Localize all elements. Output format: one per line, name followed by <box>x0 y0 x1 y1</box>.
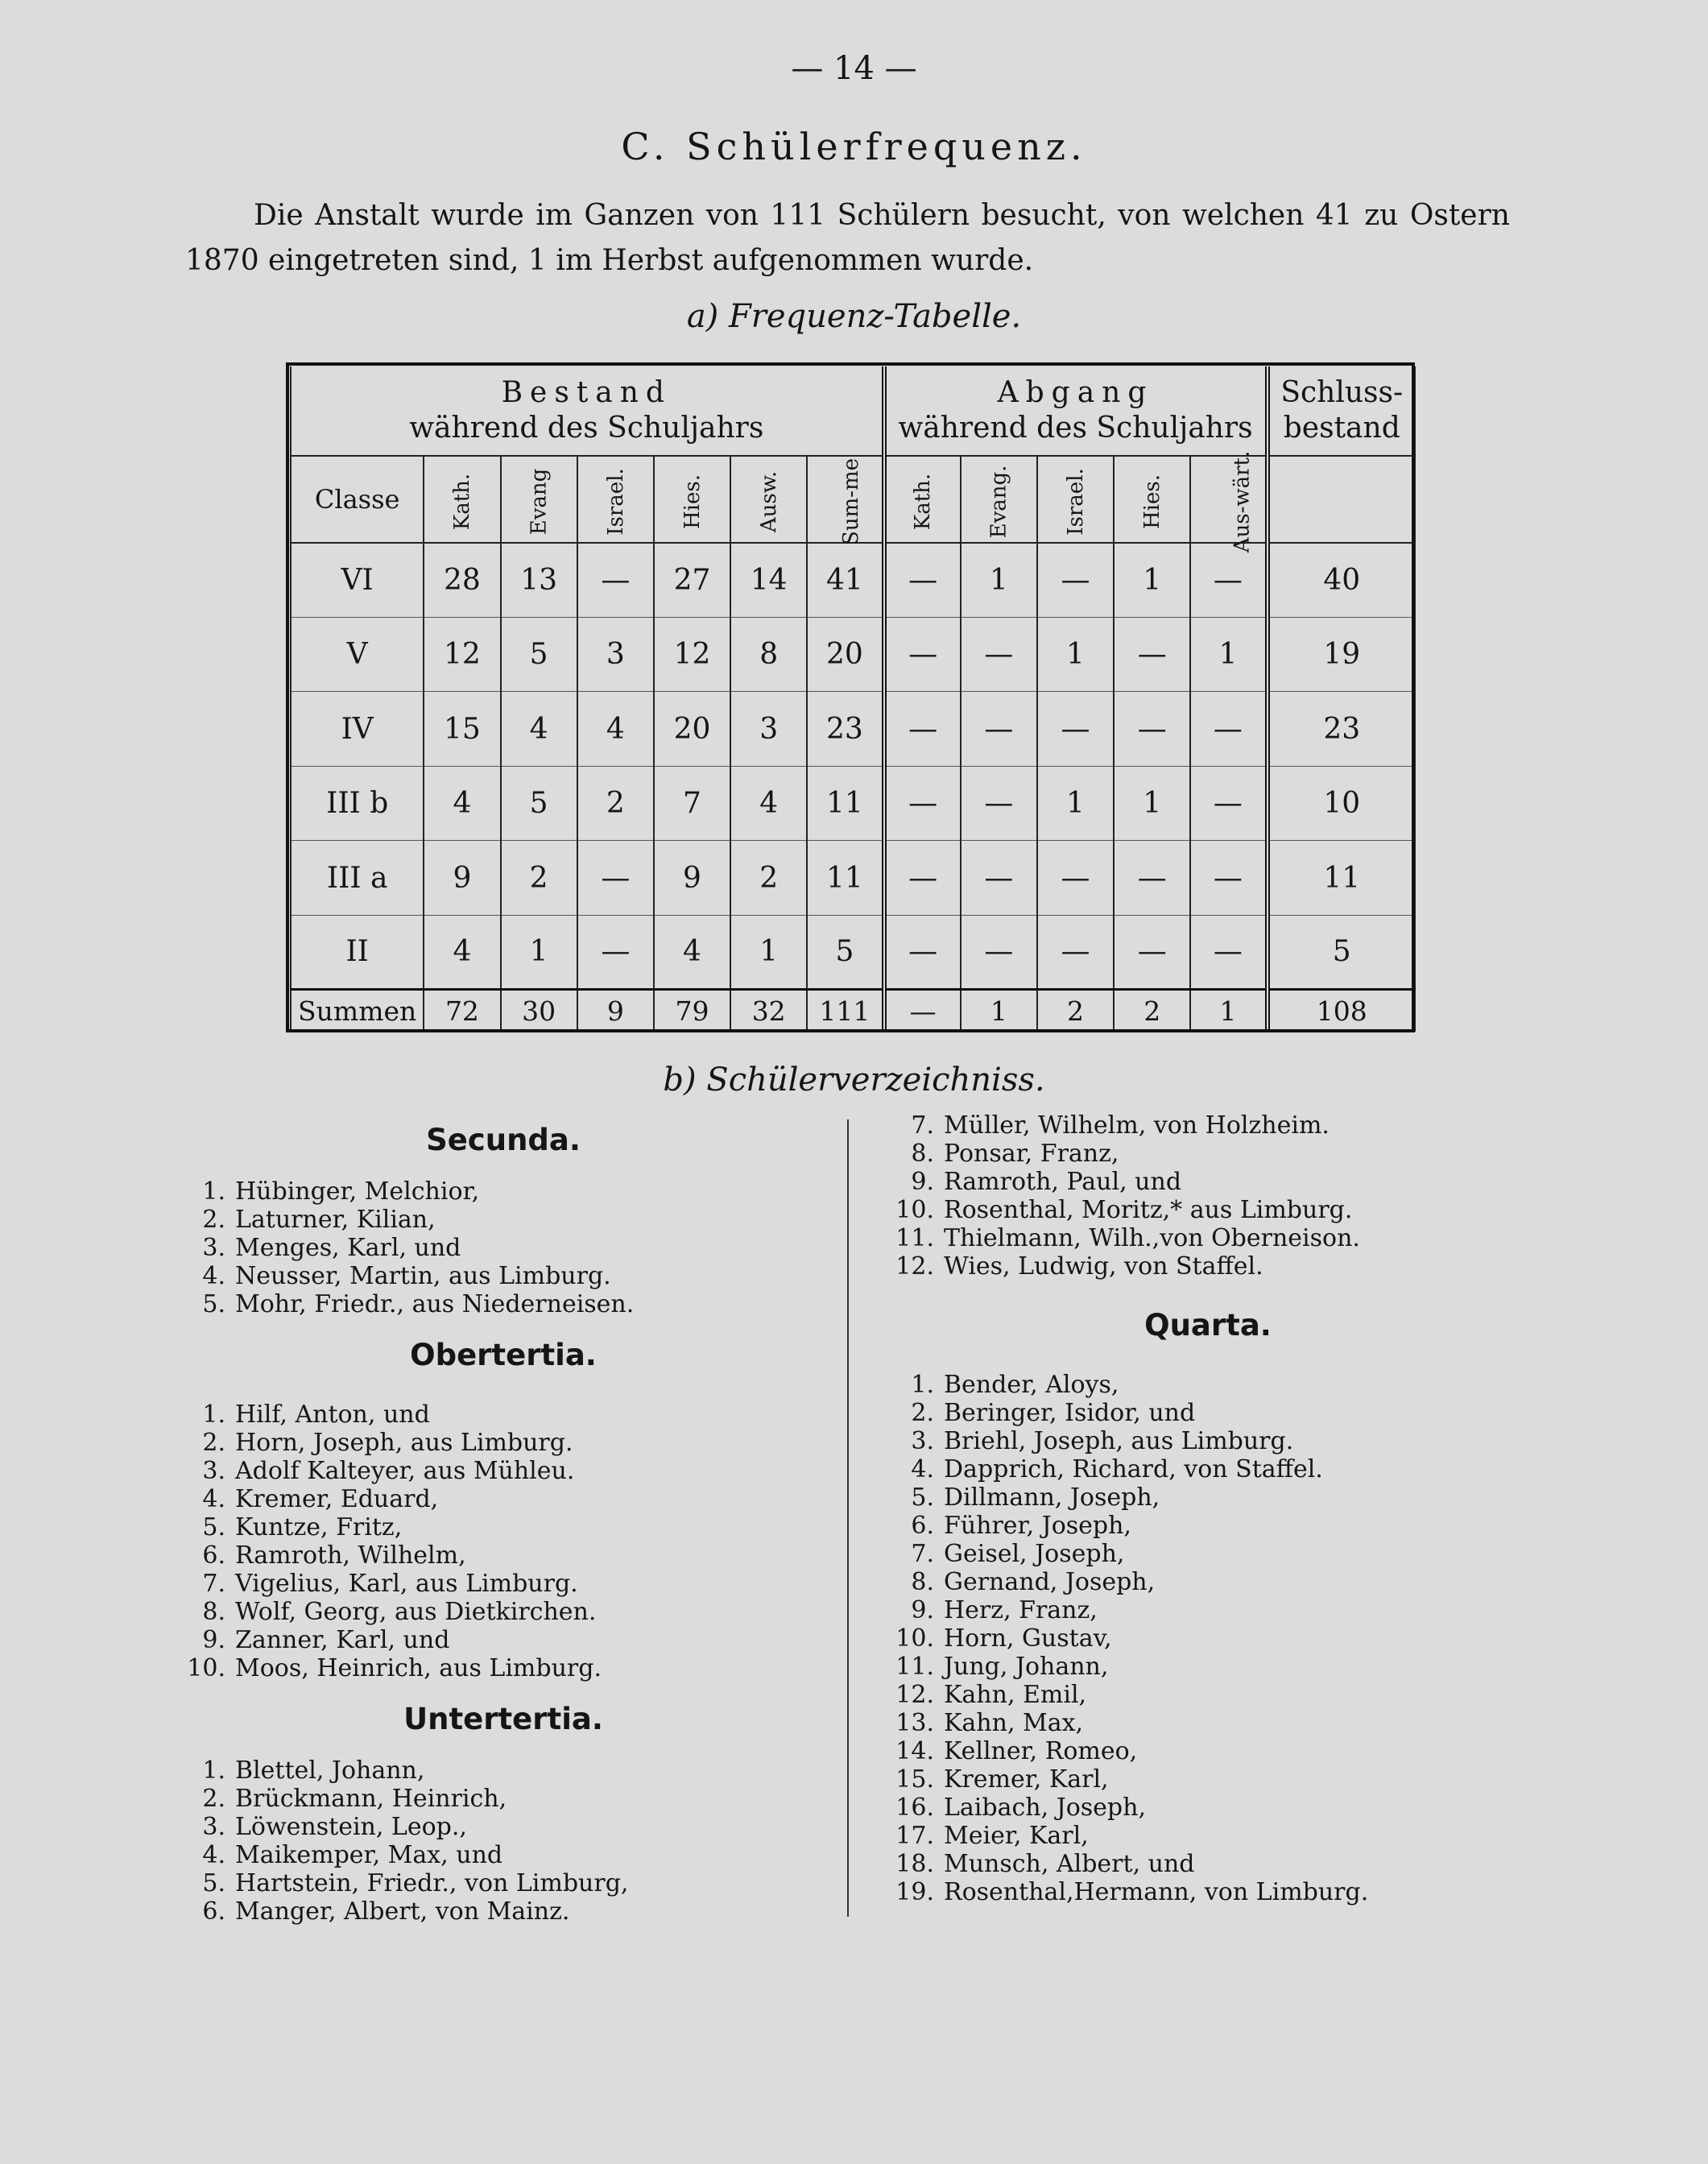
class-name: II <box>291 915 424 989</box>
abgang-title: Abgang <box>997 375 1154 409</box>
col-header-label: Sum-me <box>839 457 864 545</box>
col-header-label: Ausw. <box>756 470 781 532</box>
value-cell: — <box>1190 692 1267 766</box>
col-header-label: Hies. <box>680 474 705 529</box>
col-header-label: Evang <box>527 468 552 536</box>
item-number: 1. <box>202 1177 225 1206</box>
list-item <box>878 1681 1538 1709</box>
class-row <box>291 617 1415 691</box>
value-cell: 4 <box>501 692 577 766</box>
class-row <box>291 915 1415 989</box>
item-number: 4. <box>911 1455 934 1483</box>
item-number: 2. <box>202 1429 225 1457</box>
list-item <box>878 1794 1538 1822</box>
sum-cell: 30 <box>501 990 577 1032</box>
untertertia-cont-list <box>878 1111 1538 1281</box>
item-number: 12. <box>895 1252 934 1281</box>
item-number: 15. <box>895 1765 934 1794</box>
obertertia-title: Obertertia. <box>410 1338 597 1372</box>
bestand-title: Bestand <box>501 375 672 409</box>
value-cell: 11 <box>807 841 883 915</box>
sum-label: Summen <box>291 990 424 1032</box>
value-cell: 8 <box>730 617 807 691</box>
sum-cell: 1 <box>1190 990 1267 1032</box>
list-item <box>169 1570 837 1598</box>
value-cell: 41 <box>807 543 883 617</box>
sum-cell: — <box>884 990 961 1032</box>
value-cell: 1 <box>1037 617 1114 691</box>
item-number: 6. <box>911 1512 934 1540</box>
value-cell: — <box>961 915 1037 989</box>
list-item <box>169 1598 837 1626</box>
value-cell: 4 <box>654 915 730 989</box>
student-name: Kellner, Romeo, <box>944 1737 1138 1765</box>
list-item <box>878 1737 1538 1765</box>
list-item <box>169 1262 837 1290</box>
list-item <box>169 1177 837 1206</box>
col-header-label: Evang. <box>986 465 1011 539</box>
list-item <box>169 1513 837 1541</box>
list-item <box>169 1429 837 1457</box>
value-cell: — <box>1037 841 1114 915</box>
student-name: Rosenthal,Hermann, von Limburg. <box>944 1878 1369 1906</box>
value-cell: 20 <box>807 617 883 691</box>
value-cell: 20 <box>654 692 730 766</box>
value-cell: 23 <box>807 692 883 766</box>
value-cell: 1 <box>1037 766 1114 840</box>
item-number: 3. <box>202 1813 225 1841</box>
list-item <box>169 1869 837 1897</box>
student-name: Rosenthal, Moritz,* aus Limburg. <box>944 1196 1353 1224</box>
item-number: 16. <box>895 1794 934 1822</box>
item-number: 8. <box>202 1598 225 1626</box>
list-item <box>878 1455 1538 1483</box>
list-item <box>878 1168 1538 1196</box>
value-cell: — <box>1114 692 1190 766</box>
student-name: Führer, Joseph, <box>944 1512 1131 1540</box>
list-item <box>878 1196 1538 1224</box>
value-cell: 4 <box>577 692 654 766</box>
student-name: Kremer, Karl, <box>944 1765 1109 1794</box>
class-name: III b <box>291 766 424 840</box>
class-name: IV <box>291 692 424 766</box>
value-cell: 5 <box>501 617 577 691</box>
untertertia-title: Untertertia. <box>403 1702 603 1736</box>
col-header <box>1190 450 1267 553</box>
list-item <box>878 1140 1538 1168</box>
student-name: Hilf, Anton, und <box>235 1401 430 1429</box>
list-item <box>878 1111 1538 1140</box>
item-number: 1. <box>202 1756 225 1785</box>
item-number: 1. <box>202 1401 225 1429</box>
list-item <box>878 1850 1538 1878</box>
col-header <box>730 456 807 544</box>
col-header <box>1037 456 1114 544</box>
class-name: III a <box>291 841 424 915</box>
list-item <box>878 1596 1538 1624</box>
student-name: Kahn, Max, <box>944 1709 1084 1737</box>
item-number: 5. <box>202 1869 225 1897</box>
value-cell: 1 <box>501 915 577 989</box>
value-cell: — <box>1037 692 1114 766</box>
abgang-subtitle: während des Schuljahrs <box>898 411 1253 445</box>
value-cell: 7 <box>654 766 730 840</box>
student-name: Zanner, Karl, und <box>235 1626 450 1654</box>
value-cell: 3 <box>730 692 807 766</box>
frequency-table <box>290 366 1416 1032</box>
value-cell: — <box>1037 915 1114 989</box>
list-item <box>878 1512 1538 1540</box>
student-name: Brückmann, Heinrich, <box>235 1785 507 1813</box>
item-number: 12. <box>895 1681 934 1709</box>
item-number: 14. <box>895 1737 934 1765</box>
list-item <box>169 1756 837 1785</box>
section-title: C. Schülerfrequenz. <box>621 125 1087 168</box>
col-header-empty <box>1268 456 1416 544</box>
intro-text: Die Anstalt wurde im Ganzen von 111 Schülern besucht, von welchen 41 zu Ostern 1870 eingetreten sind, 1 im Herbst aufgenommen wurde. <box>185 199 1510 277</box>
item-number: 1. <box>911 1371 934 1399</box>
right-column <box>878 1111 1538 1906</box>
student-name: Blettel, Johann, <box>235 1756 425 1785</box>
value-cell: 12 <box>424 617 500 691</box>
value-cell: 2 <box>730 841 807 915</box>
frequency-table-caption: a) Frequenz-Tabelle. <box>686 298 1022 335</box>
value-cell: 15 <box>424 692 500 766</box>
value-cell: 2 <box>577 766 654 840</box>
value-cell: — <box>1190 543 1267 617</box>
list-item <box>169 1897 837 1926</box>
value-cell: — <box>577 841 654 915</box>
value-cell: 1 <box>961 543 1037 617</box>
col-header <box>807 456 883 544</box>
student-name: Horn, Joseph, aus Limburg. <box>235 1429 573 1457</box>
value-cell: 5 <box>501 766 577 840</box>
column-header-row <box>291 456 1415 544</box>
student-name: Kuntze, Fritz, <box>235 1513 403 1541</box>
item-number: 17. <box>895 1822 934 1850</box>
item-number: 5. <box>911 1483 934 1512</box>
student-name: Adolf Kalteyer, aus Mühleu. <box>235 1457 575 1485</box>
col-header-label: Kath. <box>911 473 936 530</box>
classe-header: Classe <box>291 456 424 544</box>
sum-cell: 32 <box>730 990 807 1032</box>
item-number: 9. <box>911 1596 934 1624</box>
value-cell: — <box>884 841 961 915</box>
value-cell: 23 <box>1268 692 1416 766</box>
list-item <box>878 1540 1538 1568</box>
student-name: Vigelius, Karl, aus Limburg. <box>235 1570 578 1598</box>
value-cell: — <box>961 617 1037 691</box>
value-cell: 9 <box>424 841 500 915</box>
item-number: 3. <box>202 1234 225 1262</box>
col-header-label: Hies. <box>1139 474 1164 529</box>
student-name: Neusser, Martin, aus Limburg. <box>235 1262 611 1290</box>
class-row <box>291 543 1415 617</box>
bestand-group-header <box>291 366 884 456</box>
value-cell: 1 <box>1190 617 1267 691</box>
item-number: 4. <box>202 1262 225 1290</box>
list-item <box>169 1290 837 1318</box>
item-number: 4. <box>202 1485 225 1513</box>
list-item <box>878 1653 1538 1681</box>
value-cell: — <box>1037 543 1114 617</box>
value-cell: 5 <box>1268 915 1416 989</box>
value-cell: 27 <box>654 543 730 617</box>
sum-cell: 2 <box>1114 990 1190 1032</box>
list-item <box>878 1224 1538 1252</box>
item-number: 6. <box>202 1541 225 1570</box>
item-number: 10. <box>895 1196 934 1224</box>
sum-cell: 2 <box>1037 990 1114 1032</box>
value-cell: 12 <box>654 617 730 691</box>
list-item <box>169 1626 837 1654</box>
student-name: Thielmann, Wilh.,von Oberneison. <box>944 1224 1360 1252</box>
value-cell: 4 <box>424 915 500 989</box>
value-cell: — <box>961 841 1037 915</box>
student-name: Ramroth, Paul, und <box>944 1168 1182 1196</box>
quarta-title: Quarta. <box>1144 1308 1272 1343</box>
value-cell: 2 <box>501 841 577 915</box>
class-row <box>291 841 1415 915</box>
abgang-group-header <box>884 366 1268 456</box>
intro-paragraph <box>185 193 1510 283</box>
student-name: Horn, Gustav, <box>944 1624 1112 1653</box>
student-name: Kremer, Eduard, <box>235 1485 439 1513</box>
sum-cell: 79 <box>654 990 730 1032</box>
list-item <box>878 1568 1538 1596</box>
col-header <box>654 456 730 544</box>
sum-row <box>291 990 1415 1032</box>
student-name: Ponsar, Franz, <box>944 1140 1119 1168</box>
value-cell: — <box>884 766 961 840</box>
bestand-subtitle: während des Schuljahrs <box>409 411 764 445</box>
list-item <box>169 1234 837 1262</box>
list-item <box>878 1822 1538 1850</box>
student-name: Maikemper, Max, und <box>235 1841 503 1869</box>
list-item <box>878 1878 1538 1906</box>
item-number: 18. <box>895 1850 934 1878</box>
value-cell: — <box>884 915 961 989</box>
list-item <box>878 1483 1538 1512</box>
item-number: 19. <box>895 1878 934 1906</box>
value-cell: 1 <box>730 915 807 989</box>
value-cell: 4 <box>424 766 500 840</box>
value-cell: 11 <box>1268 841 1416 915</box>
item-number: 9. <box>911 1168 934 1196</box>
sum-cell: 9 <box>577 990 654 1032</box>
student-name: Wies, Ludwig, von Staffel. <box>944 1252 1263 1281</box>
value-cell: — <box>884 617 961 691</box>
col-header-label: Israel. <box>1063 468 1088 536</box>
student-name: Menges, Karl, und <box>235 1234 461 1262</box>
value-cell: — <box>1114 841 1190 915</box>
list-item <box>878 1399 1538 1427</box>
value-cell: — <box>1114 617 1190 691</box>
student-name: Laturner, Kilian, <box>235 1206 436 1234</box>
col-header <box>501 456 577 544</box>
item-number: 10. <box>895 1624 934 1653</box>
student-name: Jung, Johann, <box>944 1653 1109 1681</box>
item-number: 11. <box>895 1653 934 1681</box>
student-name: Löwenstein, Leop., <box>235 1813 467 1841</box>
sum-cell: 111 <box>807 990 883 1032</box>
item-number: 4. <box>202 1841 225 1869</box>
value-cell: — <box>884 692 961 766</box>
value-cell: 40 <box>1268 543 1416 617</box>
list-item <box>878 1624 1538 1653</box>
item-number: 6. <box>202 1897 225 1926</box>
student-name: Gernand, Joseph, <box>944 1568 1156 1596</box>
student-name: Hartstein, Friedr., von Limburg, <box>235 1869 629 1897</box>
schlussbestand-line1: Schluss- <box>1280 375 1404 409</box>
list-item <box>169 1206 837 1234</box>
item-number: 8. <box>911 1568 934 1596</box>
value-cell: 13 <box>501 543 577 617</box>
value-cell: 1 <box>1114 543 1190 617</box>
value-cell: — <box>884 543 961 617</box>
list-item <box>878 1427 1538 1455</box>
student-name: Beringer, Isidor, und <box>944 1399 1196 1427</box>
list-item <box>169 1485 837 1513</box>
item-number: 5. <box>202 1290 225 1318</box>
list-item <box>169 1541 837 1570</box>
student-name: Bender, Aloys, <box>944 1371 1119 1399</box>
item-number: 9. <box>202 1626 225 1654</box>
left-column <box>169 1119 837 1926</box>
column-divider <box>847 1119 849 1917</box>
student-name: Dapprich, Richard, von Staffel. <box>944 1455 1323 1483</box>
student-name: Meier, Karl, <box>944 1822 1089 1850</box>
list-item <box>169 1401 837 1429</box>
student-name: Manger, Albert, von Mainz. <box>235 1897 570 1926</box>
value-cell: — <box>961 766 1037 840</box>
col-header <box>884 456 961 544</box>
item-number: 2. <box>911 1399 934 1427</box>
value-cell: — <box>1190 841 1267 915</box>
value-cell: — <box>1114 915 1190 989</box>
secunda-title: Secunda. <box>426 1123 581 1157</box>
student-name: Müller, Wilhelm, von Holzheim. <box>944 1111 1330 1140</box>
item-number: 5. <box>202 1513 225 1541</box>
untertertia-list <box>169 1756 837 1926</box>
value-cell: — <box>961 692 1037 766</box>
student-name: Moos, Heinrich, aus Limburg. <box>235 1654 602 1682</box>
student-name: Mohr, Friedr., aus Niederneisen. <box>235 1290 635 1318</box>
list-item <box>878 1371 1538 1399</box>
item-number: 3. <box>911 1427 934 1455</box>
value-cell: — <box>1190 915 1267 989</box>
value-cell: — <box>1190 766 1267 840</box>
col-header <box>577 456 654 544</box>
student-name: Ramroth, Wilhelm, <box>235 1541 466 1570</box>
class-row <box>291 766 1415 840</box>
schlussbestand-line2: bestand <box>1283 411 1400 445</box>
student-name: Hübinger, Melchior, <box>235 1177 480 1206</box>
item-number: 10. <box>187 1654 225 1682</box>
student-name: Laibach, Joseph, <box>944 1794 1146 1822</box>
col-header-label: Israel. <box>603 468 628 536</box>
list-item <box>169 1813 837 1841</box>
quarta-list <box>878 1371 1538 1906</box>
class-name: V <box>291 617 424 691</box>
obertertia-list <box>169 1401 837 1682</box>
value-cell: 10 <box>1268 766 1416 840</box>
item-number: 2. <box>202 1206 225 1234</box>
value-cell: 28 <box>424 543 500 617</box>
student-name: Wolf, Georg, aus Dietkirchen. <box>235 1598 597 1626</box>
class-name: VI <box>291 543 424 617</box>
list-item <box>878 1709 1538 1737</box>
student-name: Dillmann, Joseph, <box>944 1483 1160 1512</box>
class-row <box>291 692 1415 766</box>
item-number: 7. <box>911 1540 934 1568</box>
sum-cell: 108 <box>1268 990 1416 1032</box>
list-item <box>169 1785 837 1813</box>
item-number: 8. <box>911 1140 934 1168</box>
value-cell: 1 <box>1114 766 1190 840</box>
value-cell: 3 <box>577 617 654 691</box>
student-list-caption: b) Schülerverzeichniss. <box>663 1061 1045 1099</box>
student-name: Briehl, Joseph, aus Limburg. <box>944 1427 1294 1455</box>
item-number: 3. <box>202 1457 225 1485</box>
value-cell: — <box>577 915 654 989</box>
sum-cell: 72 <box>424 990 500 1032</box>
item-number: 13. <box>895 1709 934 1737</box>
item-number: 2. <box>202 1785 225 1813</box>
col-header-label: Aus-wärt. <box>1230 450 1255 553</box>
sum-cell: 1 <box>961 990 1037 1032</box>
student-name: Herz, Franz, <box>944 1596 1098 1624</box>
schlussbestand-header <box>1268 366 1416 456</box>
col-header-label: Kath. <box>449 473 474 530</box>
value-cell: 9 <box>654 841 730 915</box>
col-header <box>961 456 1037 544</box>
page-number: — 14 — <box>791 50 917 87</box>
secunda-list <box>169 1177 837 1318</box>
value-cell: 4 <box>730 766 807 840</box>
student-name: Kahn, Emil, <box>944 1681 1087 1709</box>
list-item <box>169 1654 837 1682</box>
value-cell: 19 <box>1268 617 1416 691</box>
col-header <box>424 456 500 544</box>
value-cell: 11 <box>807 766 883 840</box>
value-cell: 5 <box>807 915 883 989</box>
item-number: 7. <box>911 1111 934 1140</box>
col-header <box>1114 456 1190 544</box>
student-name: Munsch, Albert, und <box>944 1850 1195 1878</box>
list-item <box>878 1765 1538 1794</box>
value-cell: — <box>577 543 654 617</box>
item-number: 7. <box>202 1570 225 1598</box>
list-item <box>169 1457 837 1485</box>
list-item <box>169 1841 837 1869</box>
student-name: Geisel, Joseph, <box>944 1540 1125 1568</box>
value-cell: 14 <box>730 543 807 617</box>
list-item <box>878 1252 1538 1281</box>
item-number: 11. <box>895 1224 934 1252</box>
